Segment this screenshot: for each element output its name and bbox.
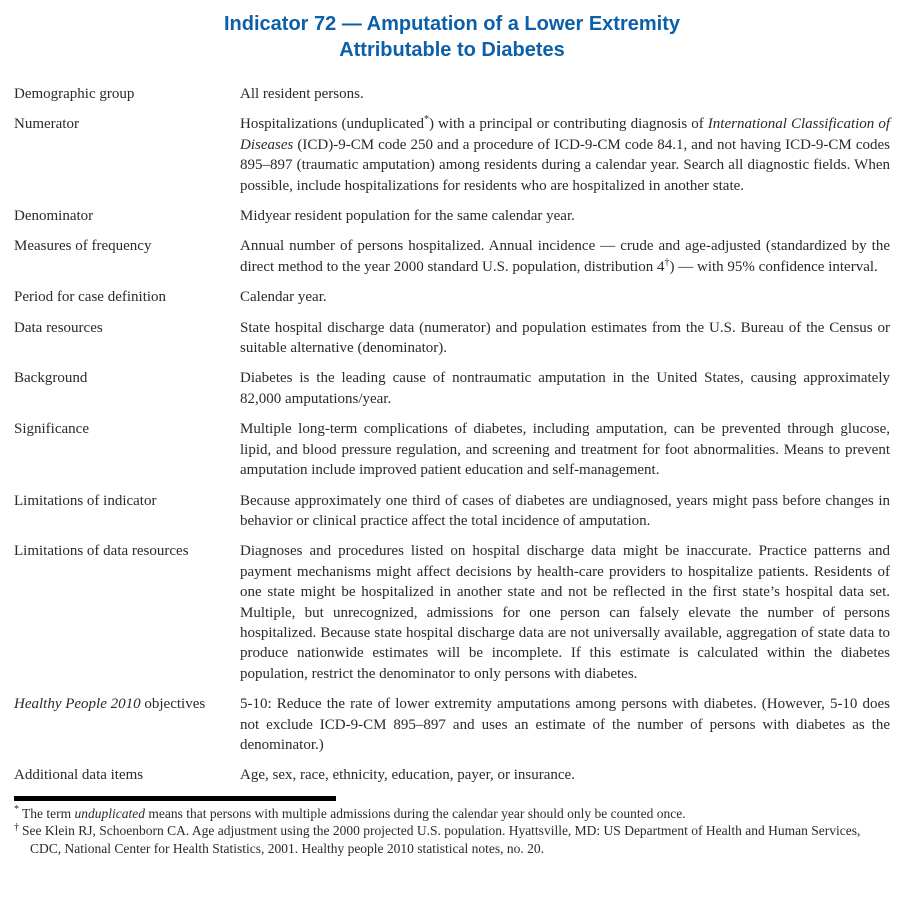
field-row-data-resources — [14, 318, 890, 359]
field-value-background: Diabetes is the leading cause of nontraumatic amputation in the United States, causing approximately 82,000 amputations/year. — [240, 370, 890, 407]
field-label-additional-data-items: Additional data items — [14, 767, 144, 784]
field-row-demographic-group — [14, 84, 890, 104]
field-row-numerator — [14, 114, 890, 196]
field-value-limitations-of-data-resources: Diagnoses and procedures listed on hospital discharge data might be inaccurate. Practice patterns and payment mechanisms might affect decisions by health-care providers to hospitalize patients. Residents of one state might be hospitalized in another state and not be reflected in the first state’s hospital data set. Multiple, but unrecognized, admissions for one person can falsely elevate the number of persons hospitalized. Because state hospital discharge data are not universally available, aggregation of state data to produce nationwide estimates will be incomplete. If this estimate is calculated within the diabetes population, restrict the denominator to only persons with diabetes. — [240, 543, 890, 682]
field-label-demographic-group: Demographic group — [14, 86, 135, 102]
field-row-limitations-of-data-resources — [14, 541, 890, 684]
field-value-period-for-case-definition: Calendar year. — [240, 289, 327, 306]
footnote-asterisk — [14, 805, 890, 823]
field-row-measures-of-frequency — [14, 236, 890, 277]
field-row-denominator — [14, 206, 890, 226]
field-row-healthy-people-2010-objectives — [14, 694, 890, 755]
field-value-additional-data-items: Age, sex, race, ethnicity, education, payer, or insurance. — [240, 767, 575, 784]
field-label-healthy-people-2010-objectives: Healthy People 2010 objectives — [14, 696, 206, 713]
field-label-denominator: Denominator — [14, 208, 94, 225]
field-value-measures-of-frequency: Annual number of persons hospitalized. Annual incidence — crude and age-adjusted (standardized by the direct method to the year 2000 standard U.S. population, distribution 4†) — with 95% confidence interval. — [240, 238, 890, 275]
footnote-text-dagger: See Klein RJ, Schoenborn CA. Age adjustment using the 2000 projected U.S. population. Hyattsville, MD: US Department of Health and Human Services, CDC, National Center for Health Statistics, 2001. Healthy people 2010 statistical notes, no. 20. — [22, 823, 861, 856]
footnote-marker-asterisk: * — [14, 804, 19, 816]
field-row-period-for-case-definition — [14, 287, 890, 307]
field-row-additional-data-items — [14, 765, 890, 785]
field-value-data-resources: State hospital discharge data (numerator) and population estimates from the U.S. Bureau of the Census or suitable alternative (denominator). — [240, 319, 890, 357]
page-title-line-2: Attributable to Diabetes — [339, 39, 565, 61]
field-value-significance: Multiple long-term complications of diabetes, including amputation, can be prevented through glucose, lipid, and blood pressure regulation, and screening and treatment for foot abnormalities. Means to prevent amputation include improved patient education and self-management. — [240, 421, 890, 479]
field-value-numerator: Hospitalizations (unduplicated*) with a principal or contributing diagnosis of International Classification of Diseases (ICD)-9-CM code 250 and a procedure of ICD-9-CM code 84.1, and not having ICD-9-CM codes 895–897 (traumatic amputation) among residents during a calendar year. Search all diagnostic fields. When possible, include hospitalizations for residents who are hospitalized in another state. — [240, 114, 890, 194]
field-label-period-for-case-definition: Period for case definition — [14, 289, 167, 306]
field-value-limitations-of-indicator: Because approximately one third of cases of diabetes are undiagnosed, years might pass before changes in behavior or clinical practice affect the total incidence of amputation. — [240, 492, 890, 529]
field-row-significance — [14, 419, 890, 480]
field-value-healthy-people-2010-objectives: 5-10: Reduce the rate of lower extremity amputations among persons with diabetes. (However, 5-10 does not exclude ICD-9-CM 895–897 and uses an estimate of the number of persons with diabetes as the denominator.) — [240, 696, 890, 753]
field-label-data-resources: Data resources — [14, 319, 103, 336]
field-label-significance: Significance — [14, 421, 89, 438]
field-label-measures-of-frequency: Measures of frequency — [14, 238, 152, 255]
field-label-background: Background — [14, 370, 88, 387]
footnote-separator-rule — [14, 796, 336, 801]
footnote-text-asterisk: The term unduplicated means that persons with multiple admissions during the calendar year should only be counted once. — [22, 805, 686, 821]
field-label-limitations-of-data-resources: Limitations of data resources — [14, 543, 189, 560]
field-value-denominator: Midyear resident population for the same calendar year. — [240, 208, 575, 225]
page-title-line-1: Indicator 72 — Amputation of a Lower Extremity — [224, 13, 680, 35]
footnotes — [14, 805, 890, 858]
field-label-limitations-of-indicator: Limitations of indicator — [14, 492, 157, 509]
field-row-background — [14, 368, 890, 409]
field-value-demographic-group: All resident persons. — [240, 86, 364, 102]
field-row-limitations-of-indicator — [14, 491, 890, 532]
footnote-marker-dagger: † — [14, 821, 19, 833]
field-label-numerator: Numerator — [14, 116, 79, 133]
footnote-dagger — [14, 822, 890, 857]
page-title — [14, 11, 890, 63]
